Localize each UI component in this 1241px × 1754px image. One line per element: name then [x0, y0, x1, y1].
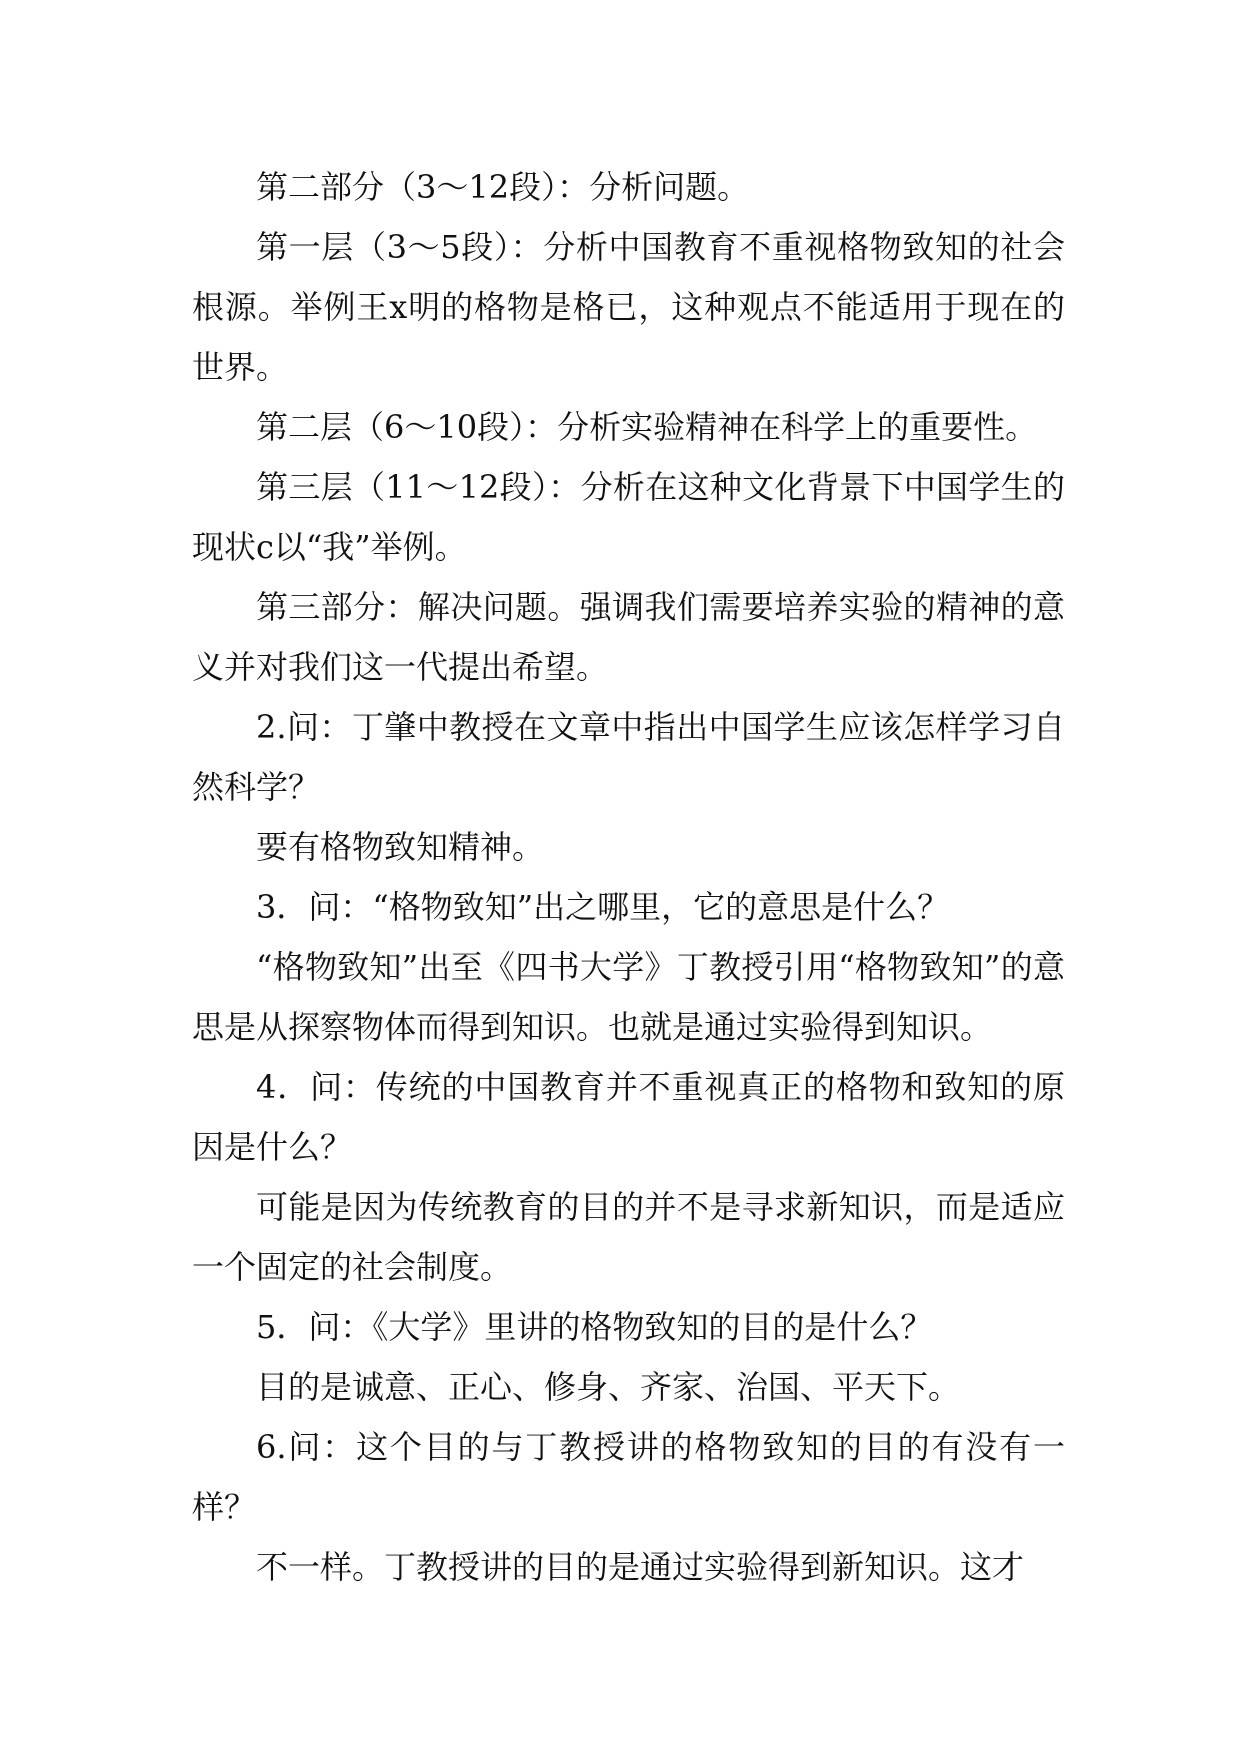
answer-5: 目的是诚意、正心、修身、齐家、治国、平天下。: [256, 1368, 961, 1406]
question-6: 6.问：这个目的与丁教授讲的格物致知的目的有没有一样？: [192, 1428, 1065, 1526]
paragraph-layer-three: 第三层（11～12段）：分析在这种文化背景下中国学生的现状c以“我”举例。: [192, 468, 1065, 566]
answer-6: 不一样。丁教授讲的目的是通过实验得到新知识。这才: [256, 1548, 1025, 1586]
answer-4: 可能是因为传统教育的目的并不是寻求新知识，而是适应一个固定的社会制度。: [192, 1188, 1065, 1286]
answer-3: “格物致知”出至《四书大学》丁教授引用“格物致知”的意思是从探察物体而得到知识。也就是通过实验得到知识。: [192, 948, 1065, 1046]
question-5: 5．问：《大学》里讲的格物致知的目的是什么？: [256, 1308, 933, 1346]
paragraph-part-three: 第三部分：解决问题。强调我们需要培养实验的精神的意义并对我们这一代提出希望。: [192, 588, 1065, 686]
paragraph-part-two: 第二部分（3～12段）：分析问题。: [256, 168, 750, 206]
paragraph-layer-two: 第二层（6～10段）：分析实验精神在科学上的重要性。: [256, 408, 1038, 446]
question-3: 3．问：“格物致知”出之哪里，它的意思是什么？: [256, 888, 950, 926]
answer-2: 要有格物致知精神。: [256, 828, 545, 866]
question-2: 2.问：丁肇中教授在文章中指出中国学生应该怎样学习自然科学？: [192, 708, 1065, 806]
paragraph-layer-one: 第一层（3～5段）：分析中国教育不重视格物致知的社会根源。举例王x明的格物是格已，这种观点不能适用于现在的世界。: [192, 228, 1065, 386]
question-4: 4．问：传统的中国教育并不重视真正的格物和致知的原因是什么？: [192, 1068, 1065, 1166]
body-text: [192, 157, 1065, 1597]
